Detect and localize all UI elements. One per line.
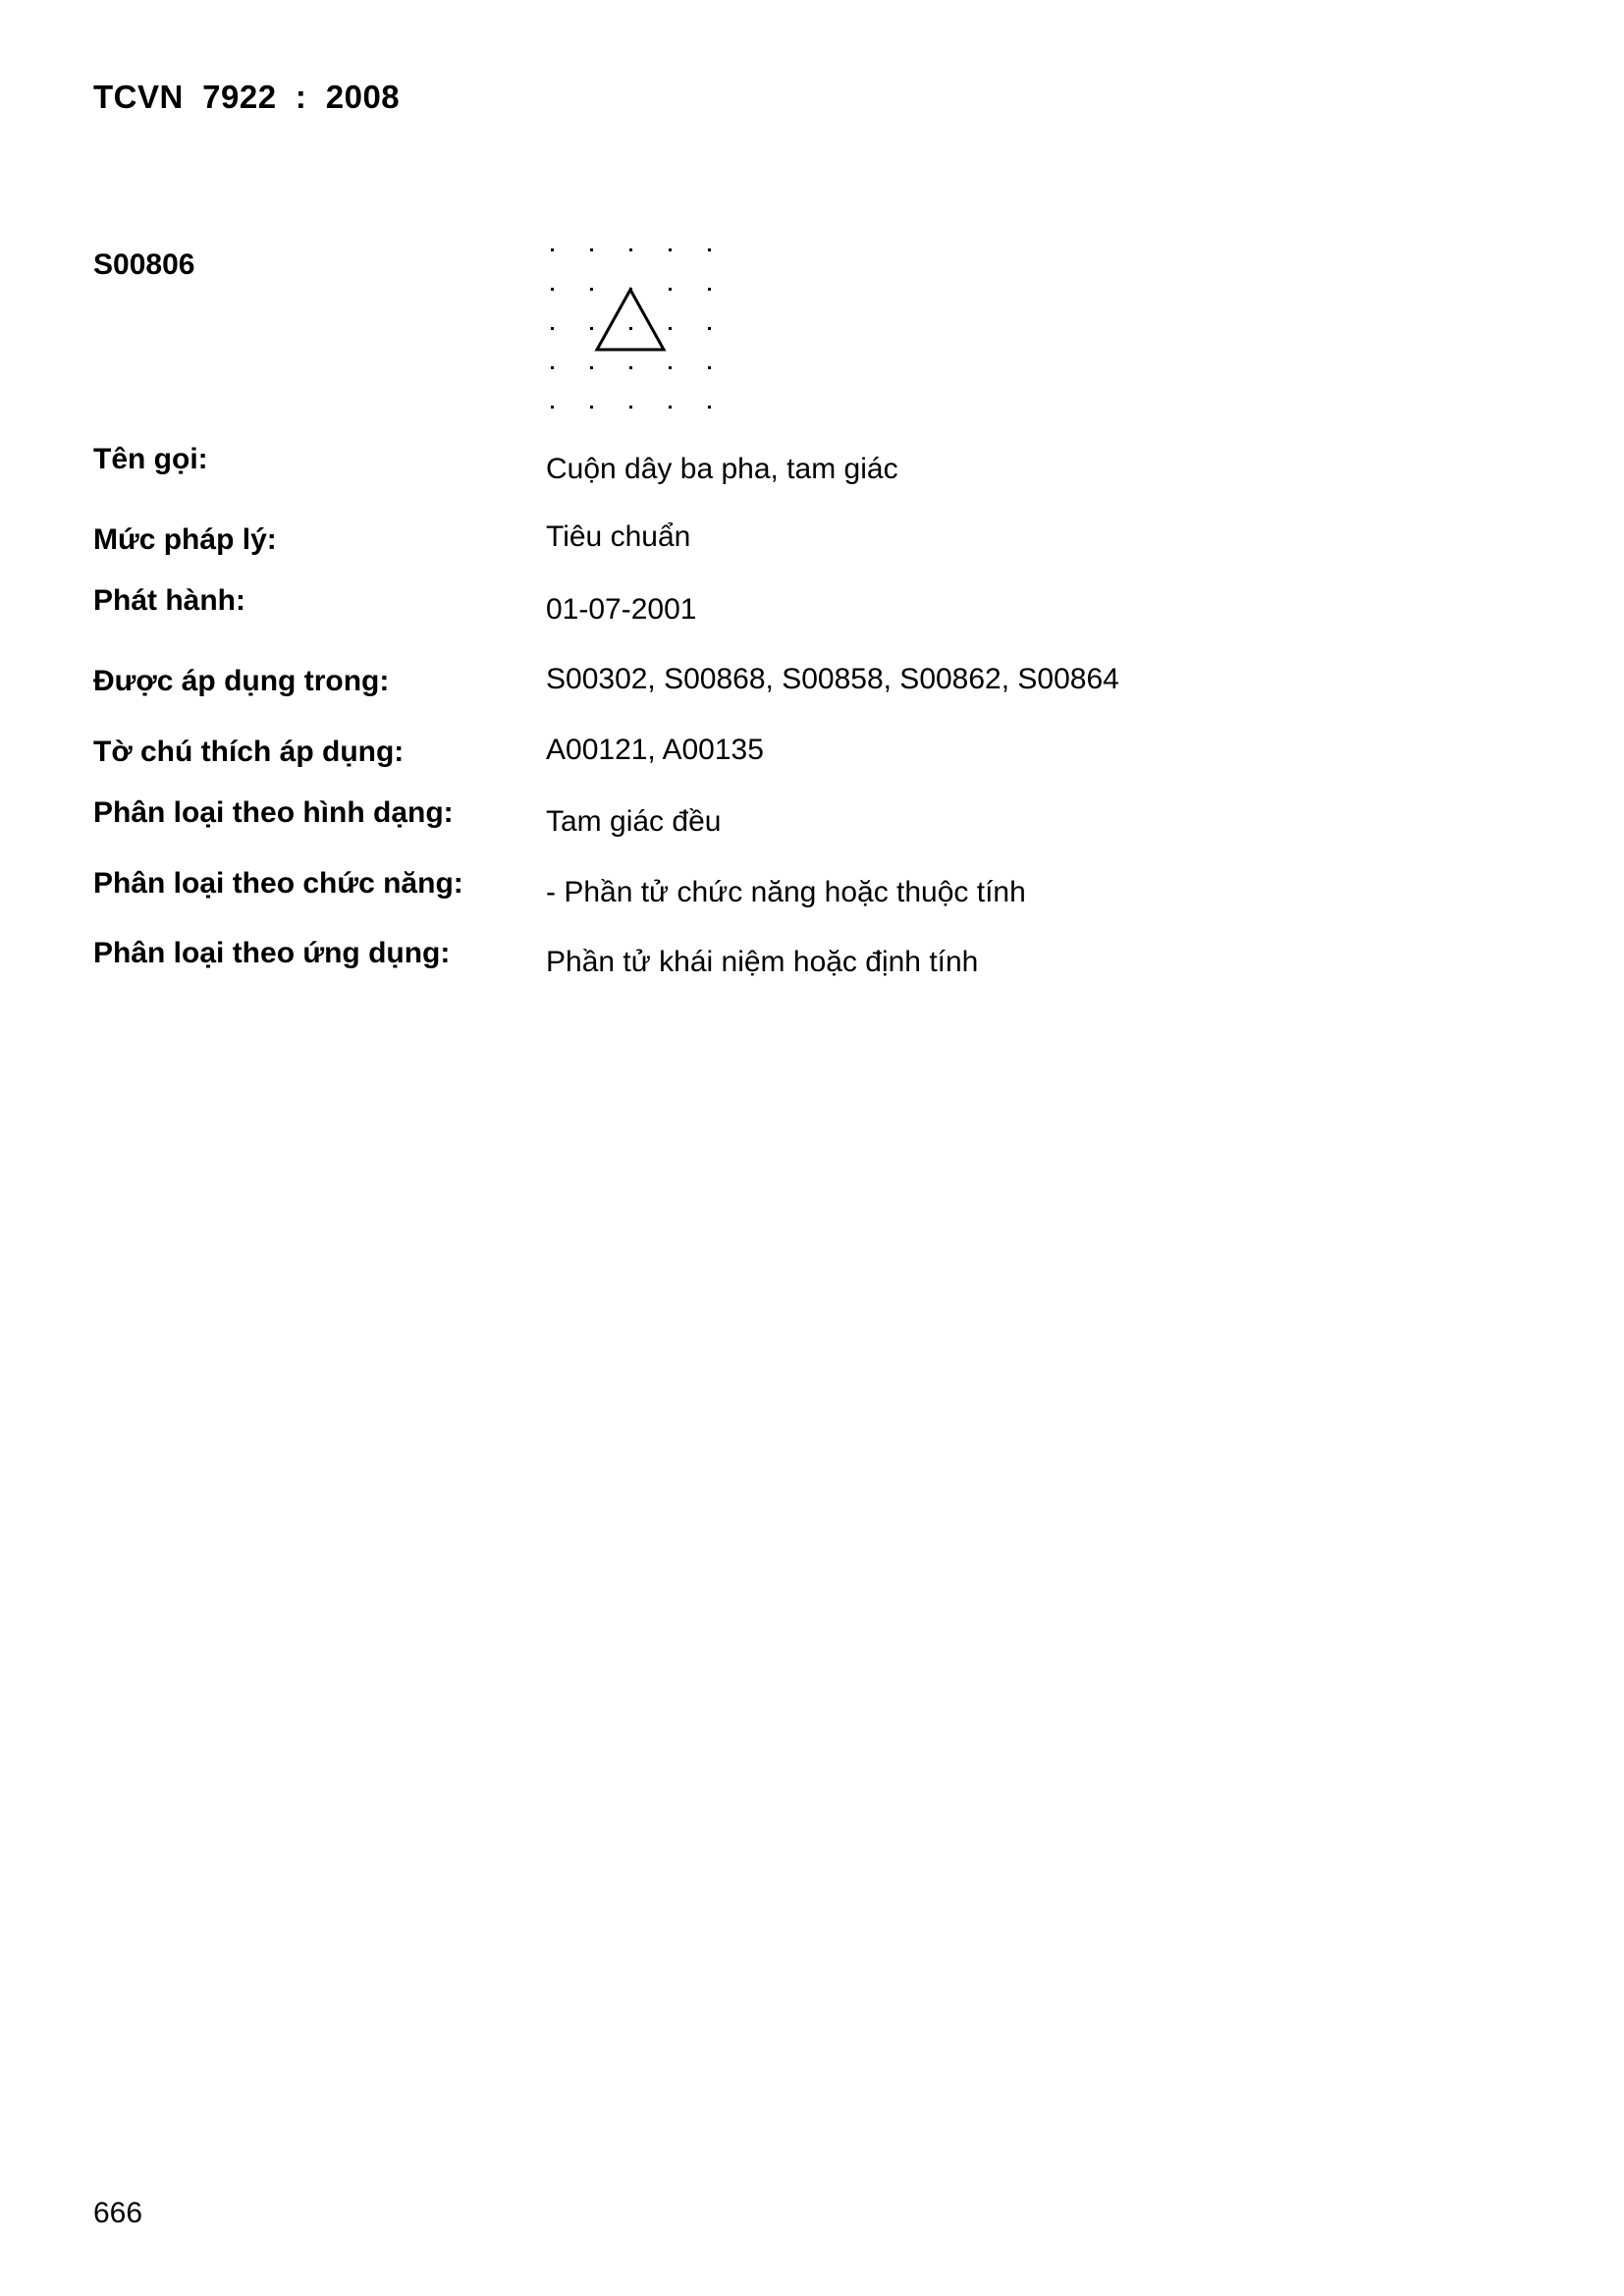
- field-label-name: Tên gọi:: [93, 443, 208, 475]
- field-value-issued: 01-07-2001: [546, 593, 697, 626]
- field-label-application-class: Phân loại theo ứng dụng:: [93, 937, 451, 969]
- field-label-annotation-sheets: Tờ chú thích áp dụng:: [93, 736, 405, 768]
- field-value-function-class: - Phần tử chức năng hoặc thuộc tính: [546, 876, 1026, 908]
- dot-grid: [551, 248, 711, 409]
- triangle-shape: [597, 290, 664, 350]
- field-value-shape-class: Tam giác đều: [546, 805, 722, 838]
- field-value-name: Cuộn dây ba pha, tam giác: [546, 453, 898, 485]
- triangle-symbol-icon: [538, 236, 725, 422]
- field-label-issued: Phát hành:: [93, 584, 245, 617]
- symbol-code: S00806: [93, 248, 195, 281]
- field-value-legal-level: Tiêu chuẩn: [546, 520, 691, 553]
- document-header: TCVN 7922 : 2008: [93, 79, 401, 115]
- field-value-annotation-sheets: A00121, A00135: [546, 734, 764, 766]
- field-label-applied-in: Được áp dụng trong:: [93, 665, 390, 697]
- field-label-legal-level: Mức pháp lý:: [93, 523, 277, 556]
- field-label-function-class: Phân loại theo chức năng:: [93, 867, 463, 900]
- field-label-shape-class: Phân loại theo hình dạng:: [93, 796, 454, 829]
- page-number: 666: [93, 2197, 143, 2229]
- field-value-application-class: Phần tử khái niệm hoặc định tính: [546, 946, 979, 978]
- field-value-applied-in: S00302, S00868, S00858, S00862, S00864: [546, 663, 1119, 695]
